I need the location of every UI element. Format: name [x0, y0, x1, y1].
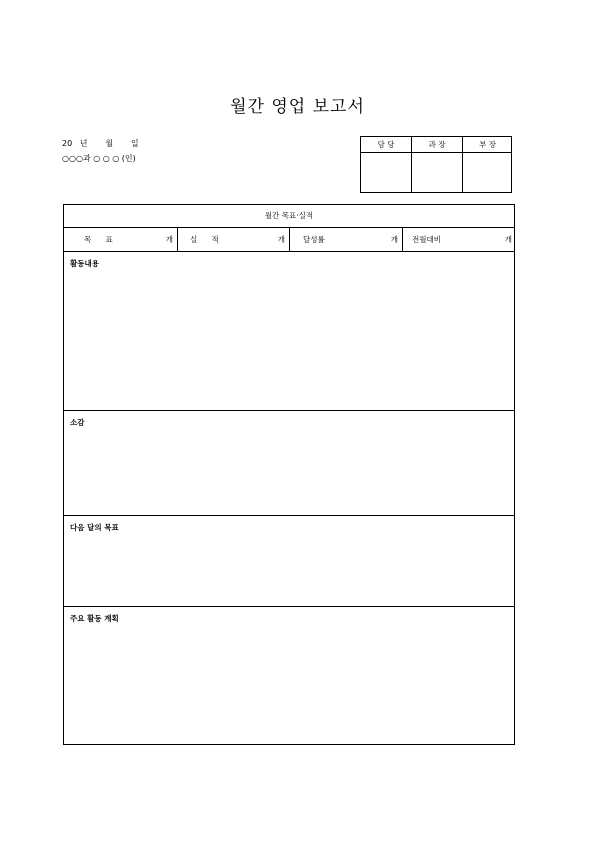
form-header: 월간 목표·실적 — [264, 211, 314, 220]
column-achievement-rate — [290, 227, 402, 251]
column-target — [64, 227, 177, 251]
column-unit: 개 — [504, 235, 512, 244]
section-next-month-goal-label: 다음 달의 목표 — [70, 523, 119, 532]
department-line: ○○○과 ○ ○ ○ (인) — [62, 154, 136, 163]
column-label: 전월대비 — [412, 235, 441, 244]
column-label: 목 표 — [84, 235, 113, 244]
column-unit: 개 — [165, 235, 173, 244]
column-label: 실 적 — [190, 235, 219, 244]
approval-divider — [462, 137, 463, 192]
column-label: 달성률 — [303, 235, 325, 244]
divider-line — [64, 515, 514, 516]
divider-line — [64, 251, 514, 252]
column-unit: 개 — [390, 235, 398, 244]
section-impressions-label: 소감 — [70, 418, 85, 427]
section-activity-plan-label: 주요 활동 계획 — [70, 614, 119, 623]
column-unit: 개 — [277, 235, 285, 244]
report-form — [63, 204, 515, 745]
approval-header-section-chief: 과 장 — [428, 140, 446, 149]
approval-header-staff: 담 당 — [377, 140, 395, 149]
document-title: 월간 영업 보고서 — [230, 97, 365, 117]
approval-divider — [411, 137, 412, 192]
divider-line — [64, 606, 514, 607]
section-activities-label: 활동내용 — [70, 259, 99, 268]
column-actual — [178, 227, 289, 251]
approval-header-dept-head: 부 장 — [479, 140, 496, 149]
date-line: 20 년 월 일 — [62, 139, 139, 148]
approval-box — [360, 136, 512, 193]
column-vs-last-month — [403, 227, 514, 251]
divider-line — [64, 410, 514, 411]
